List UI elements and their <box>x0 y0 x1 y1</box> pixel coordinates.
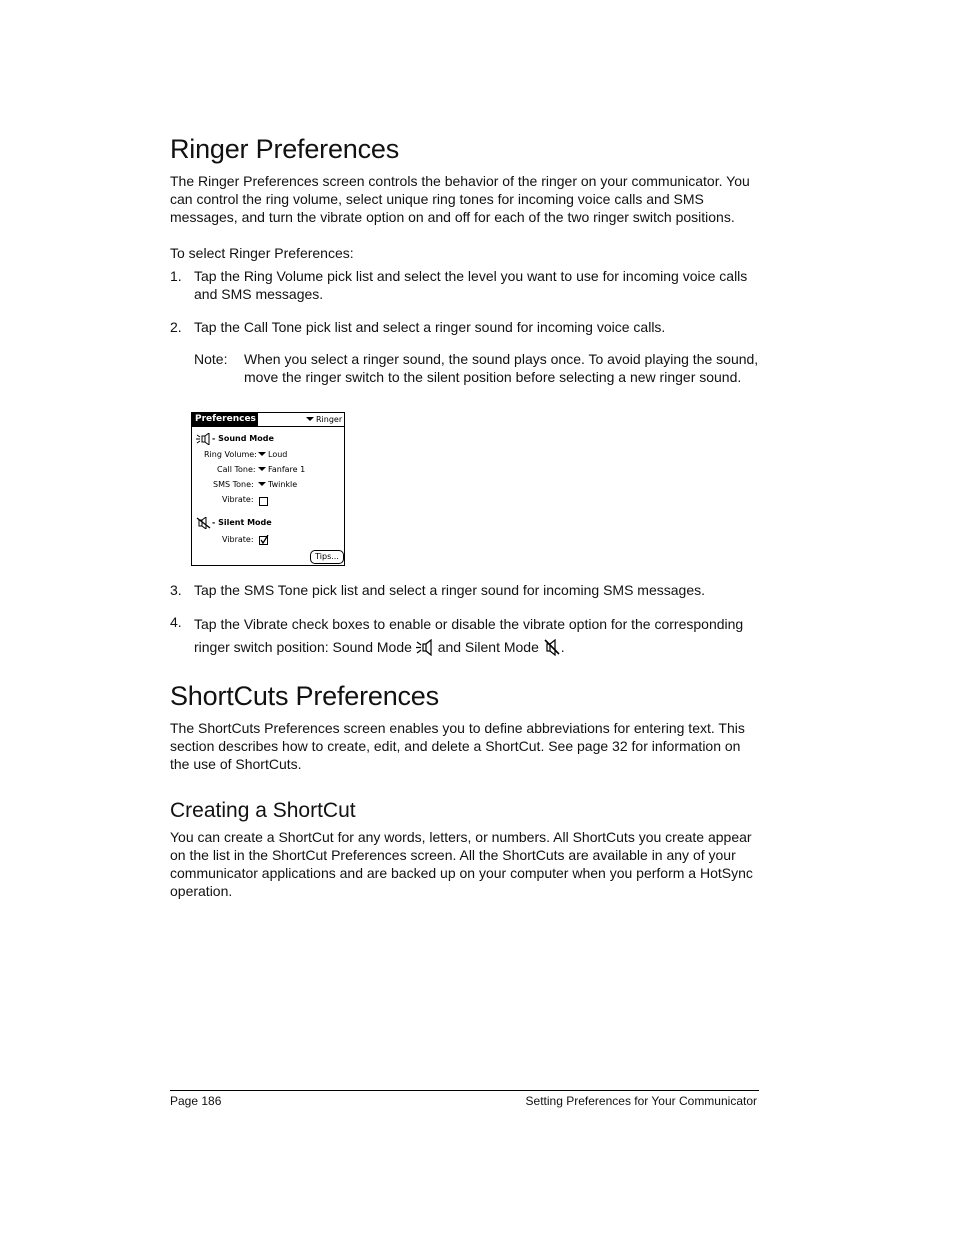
procedure-heading: To select Ringer Preferences: <box>170 245 354 261</box>
checkmark-icon <box>259 535 269 545</box>
silent-vibrate-checkbox[interactable] <box>259 536 268 545</box>
sound-vibrate-checkbox[interactable] <box>259 497 268 506</box>
ringer-preferences-screen <box>191 412 345 566</box>
step-4-text-before: Tap the Vibrate check boxes to enable or disable the vibrate option for the corresponding ringer switch position: Sound Mode <box>194 616 744 655</box>
step-number-3: 3. <box>170 582 182 598</box>
footer-chapter-title: Setting Preferences for Your Communicator <box>525 1094 757 1108</box>
ring-volume-picker[interactable] <box>258 451 287 459</box>
sms-tone-value: Twinkle <box>268 480 298 489</box>
ring-volume-label: Ring Volume: <box>204 450 257 459</box>
dropdown-arrow-icon <box>306 417 314 421</box>
sms-tone-label: SMS Tone: <box>213 480 254 489</box>
sound-mode-label: - Sound Mode <box>212 434 274 443</box>
note-label: Note: <box>194 351 228 367</box>
section-title-ringer: Ringer Preferences <box>170 134 400 164</box>
silent-mode-icon <box>543 639 561 656</box>
step-3-text: Tap the SMS Tone pick list and select a ringer sound for incoming SMS messages. <box>194 582 705 598</box>
screen-title: Preferences <box>192 413 258 426</box>
sound-mode-icon <box>416 639 434 656</box>
step-number-1: 1. <box>170 268 182 284</box>
category-picker[interactable] <box>306 416 342 424</box>
ring-volume-value: Loud <box>268 450 288 459</box>
silent-mode-icon <box>196 517 212 529</box>
dropdown-arrow-icon <box>258 467 266 471</box>
shortcuts-intro: The ShortCuts Preferences screen enables you to define abbreviations for entering text. This section describes how to create, edit, and delete a ShortCut. See page 32 for information on the use of ShortCuts. <box>170 720 745 772</box>
dropdown-arrow-icon <box>258 452 266 456</box>
sms-tone-picker[interactable] <box>258 481 297 489</box>
step-4-text-middle: and Silent Mode <box>437 639 539 655</box>
step-4-text <box>194 613 759 659</box>
ringer-intro: The Ringer Preferences screen controls the behavior of the ringer on your communicator. You can control the ring volume, select unique ring tones for incoming voice calls and SMS messages, and turn the vibrate option on and off for each of the two ringer switch positions. <box>170 173 750 225</box>
step-1-text: Tap the Ring Volume pick list and select the level you want to use for incoming voice calls and SMS messages. <box>194 268 748 302</box>
step-2-text: Tap the Call Tone pick list and select a ringer sound for incoming voice calls. <box>194 319 666 335</box>
section-title-shortcuts: ShortCuts Preferences <box>170 681 439 711</box>
note-text: When you select a ringer sound, the sound plays once. To avoid playing the sound, move the ringer switch to the silent position before selecting a new ringer sound. <box>244 351 759 385</box>
title-divider <box>192 426 344 427</box>
call-tone-picker[interactable] <box>258 466 305 474</box>
dropdown-arrow-icon <box>258 482 266 486</box>
step-number-2: 2. <box>170 319 182 335</box>
footer-page-number: Page 186 <box>170 1094 222 1108</box>
step-number-4: 4. <box>170 614 182 630</box>
tips-button[interactable]: Tips... <box>310 550 344 564</box>
footer-rule <box>170 1090 759 1091</box>
sound-mode-icon <box>196 433 212 445</box>
silent-vibrate-label: Vibrate: <box>222 535 254 544</box>
category-value: Ringer <box>316 415 343 424</box>
creating-text: You can create a ShortCut for any words, letters, or numbers. All ShortCuts you create appear on the list in the ShortCut Preferences screen. All the ShortCuts are available in any of your communicator applications and are backed up on your computer when you perform a HotSync operation. <box>170 829 753 899</box>
call-tone-label: Call Tone: <box>217 465 256 474</box>
step-4-text-after: . <box>560 639 565 655</box>
subsection-title-creating: Creating a ShortCut <box>170 799 356 822</box>
silent-mode-label: - Silent Mode <box>212 518 272 527</box>
sound-vibrate-label: Vibrate: <box>222 495 254 504</box>
call-tone-value: Fanfare 1 <box>268 465 306 474</box>
